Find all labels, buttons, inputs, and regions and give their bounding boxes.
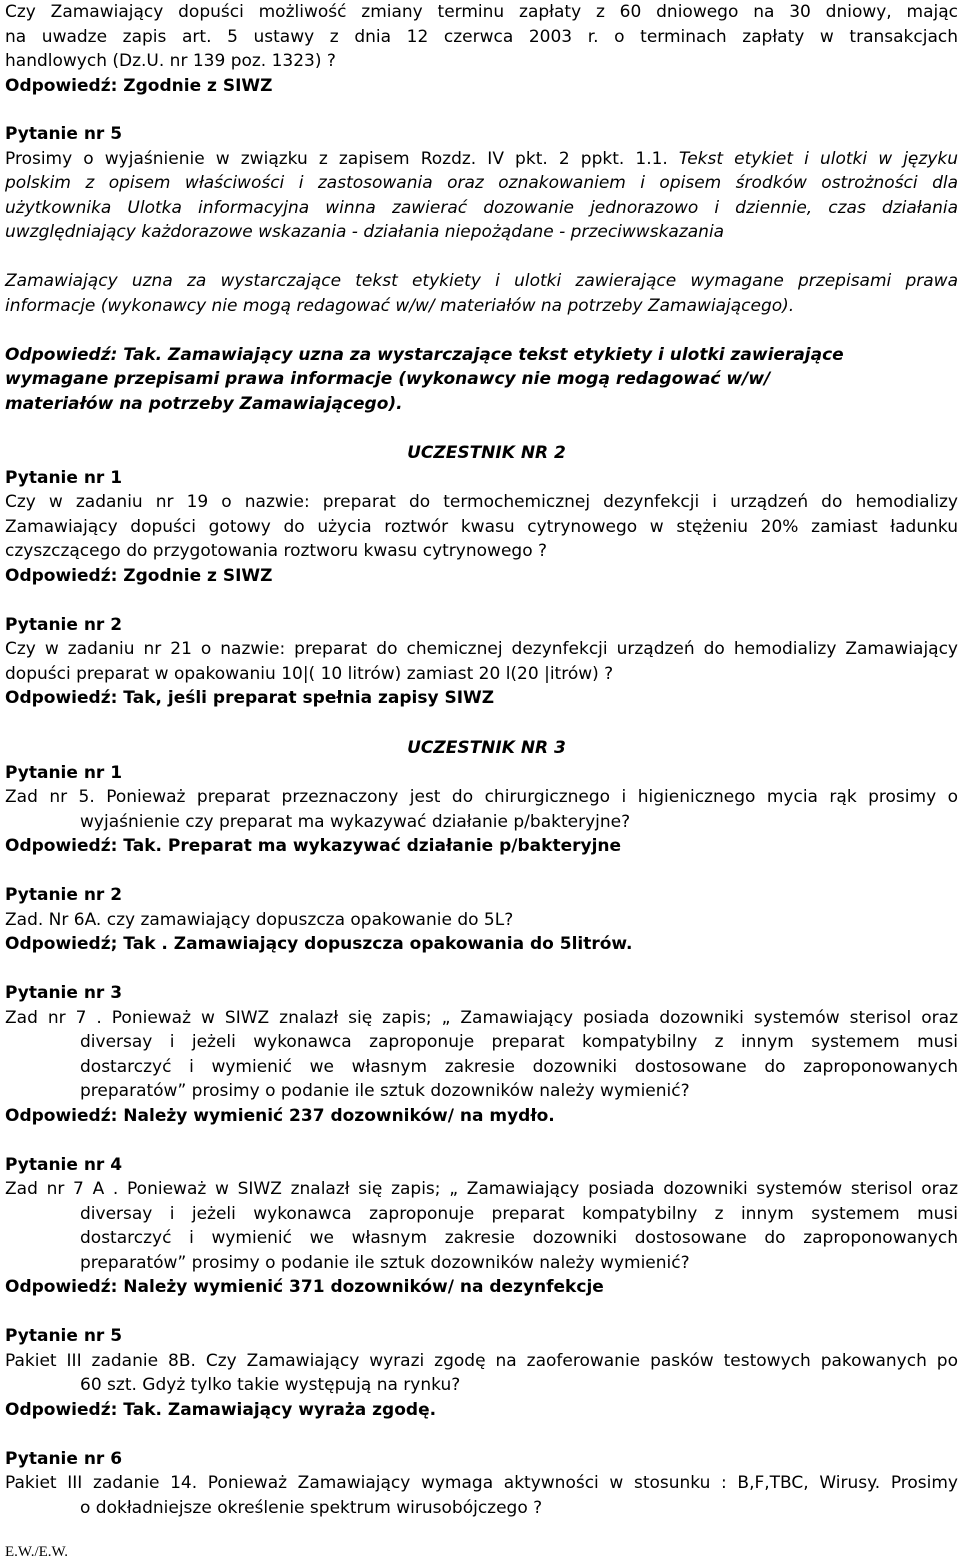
question-title: Pytanie nr 4: [5, 1154, 123, 1175]
answer-text: Odpowiedź: Tak. Zamawiający wyraża zgodę.: [5, 1399, 437, 1420]
participant-3-block: [5, 736, 958, 1520]
question-line: uwzględniający każdorazowe wskazania - działania niepożądane - przeciwwskazania: [5, 222, 725, 242]
question-title: Pytanie nr 3: [5, 983, 123, 1003]
question-line: Zamawiający uzna za wystarczające tekst etykiety i ulotki zawierające wymagane przepisami prawa: [5, 271, 958, 291]
footer-initials: E.W./E.W.: [5, 1544, 69, 1560]
question-line: Czy w zadaniu nr 21 o nazwie: preparat do chemicznej dezynfekcji urządzeń do hemodializy Zamawiający: [5, 639, 958, 659]
answer-text: Odpowiedź: Tak, jeśli preparat spełnia zapisy SIWZ: [5, 688, 495, 708]
question-line: na uwadze zapis art. 5 ustawy z dnia 12 czerwca 2003 r. o terminach zapłaty w transakcjach: [5, 26, 958, 47]
question-lead-line: [5, 147, 958, 172]
question-line: Zamawiający dopuści gotowy do użycia roztwór kwasu cytrynowego w stężeniu 20% zamiast ładunku: [5, 516, 958, 537]
question-line: handlowych (Dz.U. nr 139 poz. 1323) ?: [5, 51, 336, 71]
answer-text: Odpowiedź: Należy wymienić 371 dozowników/ na dezynfekcje: [5, 1277, 604, 1297]
question-title: Pytanie nr 1: [5, 467, 123, 488]
question-line: czyszczącego do przygotowania roztworu kwasu cytrynowego ?: [5, 541, 548, 561]
question-title: Pytanie nr 6: [5, 1448, 123, 1469]
answer-text: Odpowiedź: Należy wymienić 237 dozowników/ na mydło.: [5, 1105, 555, 1126]
question-line: Czy w zadaniu nr 19 o nazwie: preparat do termochemicznej dezynfekcji i urządzeń do hemodializy: [5, 492, 958, 512]
question-line: użytkownika Ulotka informacyjna winna zawierać dozowanie jednorazowo i dziennie, czas działania: [5, 197, 958, 218]
question-title: Pytanie nr 5: [5, 124, 123, 144]
answer-text: Odpowiedź: Tak. Zamawiający uzna za wystarczające tekst etykiety i ulotki zawierające: [5, 344, 844, 365]
answer-text: materiałów na potrzeby Zamawiającego).: [5, 393, 403, 414]
question-line: preparatów” prosimy o podanie ile sztuk dozowników należy wymienić?: [80, 1252, 690, 1273]
question-line: Czy Zamawiający dopuści możliwość zmiany terminu zapłaty z 60 dniowego na 30 dniowy, mając: [5, 2, 958, 22]
top-question-block: [5, 0, 958, 98]
question-line: diversay i jeżeli wykonawca zaproponuje preparat kompatybilny z innym systemem musi: [80, 1032, 958, 1052]
participant-heading: UCZESTNIK NR 3: [407, 738, 566, 758]
question-line: polskim z opisem właściwości i zastosowania oraz oznakowaniem i opisem środków ostrożności dla: [5, 173, 958, 193]
question-line: diversay i jeżeli wykonawca zaproponuje preparat kompatybilny z innym systemem musi: [80, 1203, 958, 1224]
question-5-block: [5, 122, 958, 416]
answer-text: Odpowiedź: Zgodnie z SIWZ: [5, 565, 273, 586]
question-line: Zad nr 7 A . Ponieważ w SIWZ znalazł się zapis; „ Zamawiający posiada dozowniki systemów sterisol oraz: [5, 1179, 958, 1199]
question-line: dostarczyć i wymienić we własnym zakresie dozowniki dostosowane do zaproponowanych: [80, 1056, 958, 1077]
participant-heading: UCZESTNIK NR 2: [407, 443, 566, 463]
question-line: dostarczyć i wymienić we własnym zakresie dozowniki dostosowane do zaproponowanych: [80, 1228, 958, 1248]
question-title: Pytanie nr 5: [5, 1326, 123, 1346]
answer-text: wymagane przepisami prawa informacje (wykonawcy nie mogą redagować w/w/: [5, 369, 771, 389]
question-line: Zad nr 5. Ponieważ preparat przeznaczony jest do chirurgicznego i higienicznego mycia rąk prosimy o: [5, 787, 958, 807]
question-title: Pytanie nr 2: [5, 614, 123, 635]
question-lead-rest: Tekst etykiet i ulotki w języku: [667, 148, 958, 169]
participant-2-block: [5, 441, 958, 711]
question-line: informacje (wykonawcy nie mogą redagować w/w/ materiałów na potrzeby Zamawiającego).: [5, 295, 795, 316]
question-line: dopuści preparat w opakowaniu 10|( 10 litrów) zamiast 20 l(20 |itrów) ?: [5, 663, 614, 684]
question-line: 60 szt. Gdyż tylko takie występują na rynku?: [80, 1375, 461, 1395]
question-title: Pytanie nr 2: [5, 885, 123, 905]
question-lead: Prosimy o wyjaśnienie w związku z zapisem Rozdz. IV pkt. 2 ppkt. 1.1.: [5, 148, 668, 169]
question-line: o dokładniejsze określenie spektrum wirusobójczego ?: [80, 1497, 543, 1518]
question-title: Pytanie nr 1: [5, 762, 123, 783]
question-line: Pakiet III zadanie 14. Ponieważ Zamawiający wymaga aktywności w stosunku : B,F,TBC, Wirusy. Prosimy: [5, 1473, 958, 1493]
question-line: wyjaśnienie czy preparat ma wykazywać działanie p/bakteryjne?: [80, 811, 631, 832]
question-line: preparatów” prosimy o podanie ile sztuk dozowników należy wymienić?: [80, 1081, 690, 1101]
question-line: Zad. Nr 6A. czy zamawiający dopuszcza opakowanie do 5L?: [5, 909, 514, 930]
answer-text: Odpowiedź: Tak. Preparat ma wykazywać działanie p/bakteryjne: [5, 836, 622, 856]
question-line: Pakiet III zadanie 8B. Czy Zamawiający wyrazi zgodę na zaoferowanie pasków testowych pakowanych po: [5, 1350, 958, 1371]
answer-text: Odpowiedź; Tak . Zamawiający dopuszcza opakowania do 5litrów.: [5, 934, 633, 954]
question-line: Zad nr 7 . Ponieważ w SIWZ znalazł się zapis; „ Zamawiający posiada dozowniki systemów sterisol oraz: [5, 1007, 958, 1028]
answer-text: Odpowiedź: Zgodnie z SIWZ: [5, 75, 273, 96]
